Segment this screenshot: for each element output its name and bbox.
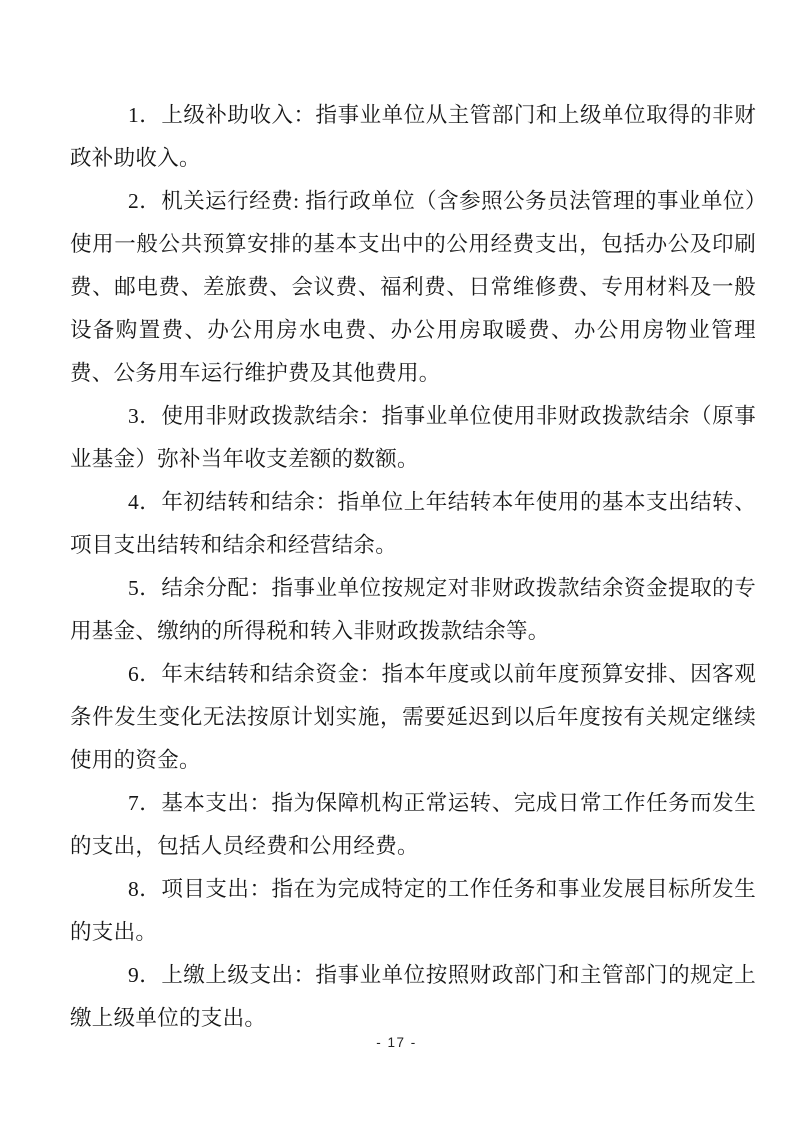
definition-item-2: 2．机关运行经费: 指行政单位（含参照公务员法管理的事业单位）使用一般公共预算安排的基本支出中的公用经费支出，包括办公及印刷费、邮电费、差旅费、会议费、福利费、日常维修费、专用材料及一般设备购置费、办公用房水电费、办公用房取暖费、办公用房物业管理费、公务用车运行维护费及其他费用。	[70, 189, 756, 385]
definition-item-7: 7．基本支出：指为保障机构正常运转、完成日常工作任务而发生的支出，包括人员经费和公用经费。	[70, 791, 756, 858]
definition-item-3: 3．使用非财政拨款结余：指事业单位使用非财政拨款结余（原事业基金）弥补当年收支差额的数额。	[70, 404, 756, 471]
definition-item-9: 9．上缴上级支出：指事业单位按照财政部门和主管部门的规定上缴上级单位的支出。	[70, 963, 756, 1030]
definition-item-1: 1．上级补助收入：指事业单位从主管部门和上级单位取得的非财政补助收入。	[70, 103, 756, 170]
page-footer	[0, 1034, 793, 1056]
definition-item-6: 6．年末结转和结余资金：指本年度或以前年度预算安排、因客观条件发生变化无法按原计划实施，需要延迟到以后年度按有关规定继续使用的资金。	[70, 662, 756, 772]
definition-item-4: 4．年初结转和结余：指单位上年结转本年使用的基本支出结转、项目支出结转和结余和经营结余。	[70, 490, 756, 557]
page-number: - 17 -	[376, 1035, 417, 1050]
document-content	[70, 94, 756, 1040]
definition-item-5: 5．结余分配：指事业单位按规定对非财政拨款结余资金提取的专用基金、缴纳的所得税和转入非财政拨款结余等。	[70, 576, 756, 643]
definition-item-8: 8．项目支出：指在为完成特定的工作任务和事业发展目标所发生的支出。	[70, 877, 756, 944]
